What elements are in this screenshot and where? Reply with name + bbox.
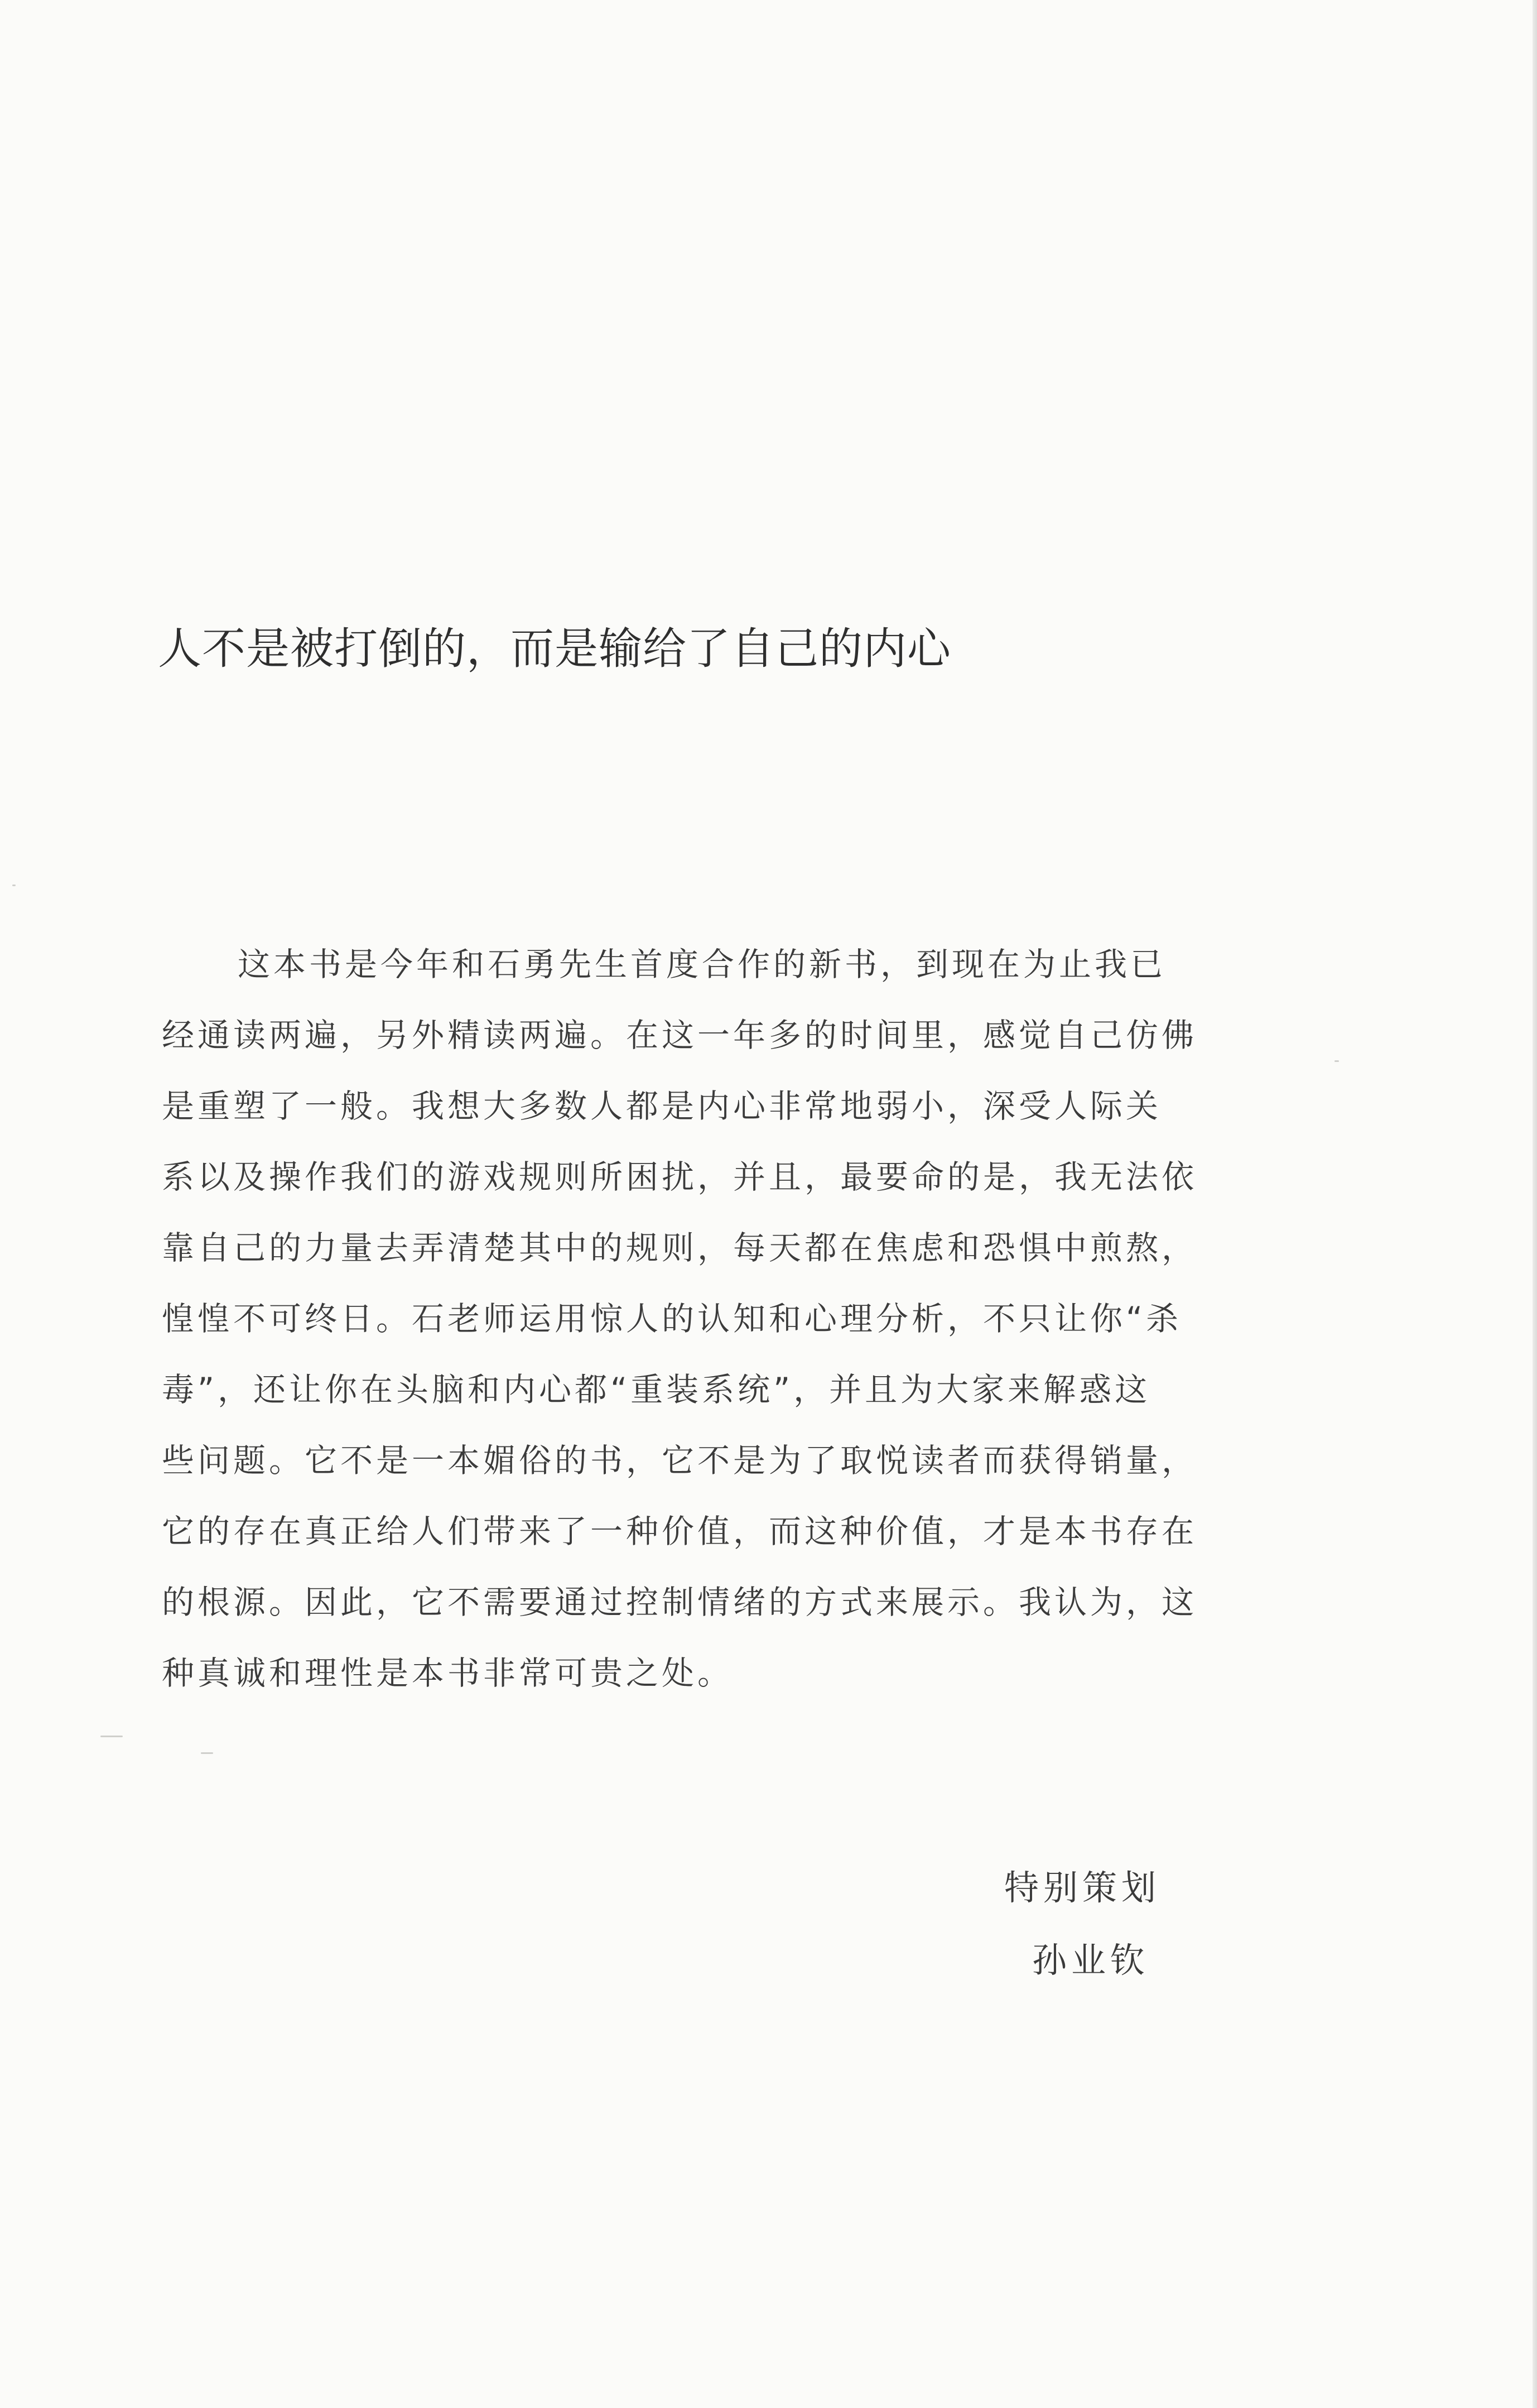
signature-role: 特别策划 bbox=[1004, 1867, 1160, 1908]
paragraph-line: 这本书是今年和石勇先生首度合作的新书，到现在为止我已 bbox=[238, 945, 1167, 983]
paper-speck bbox=[100, 1736, 123, 1737]
signature-block bbox=[982, 1852, 1160, 1997]
paragraph-line: 靠自己的力量去弄清楚其中的规则，每天都在焦虑和恐惧中煎熬， bbox=[162, 1229, 1198, 1267]
paragraph-line: 些问题。它不是一本媚俗的书，它不是为了取悦读者而获得销量， bbox=[162, 1441, 1198, 1479]
body-paragraph bbox=[162, 929, 1227, 1709]
paragraph-line: 它的存在真正给人们带来了一种价值，而这种价值，才是本书存在 bbox=[162, 1512, 1198, 1550]
paper-speck bbox=[201, 1752, 213, 1754]
paper-speck bbox=[12, 885, 16, 886]
paragraph-line: 经通读两遍，另外精读两遍。在这一年多的时间里，感觉自己仿佛 bbox=[162, 1016, 1198, 1054]
paragraph-line: 毒”，还让你在头脑和内心都“重装系统”，并且为大家来解惑这 bbox=[162, 1371, 1151, 1409]
paper-speck bbox=[1334, 1060, 1339, 1062]
paragraph-line: 种真诚和理性是本书非常可贵之处。 bbox=[162, 1654, 734, 1692]
signature-name: 孙业钦 bbox=[1032, 1940, 1149, 1981]
page-title: 人不是被打倒的，而是输给了自己的内心 bbox=[158, 624, 952, 674]
page-edge-shadow bbox=[1533, 0, 1537, 2408]
paragraph-line: 惶惶不可终日。石老师运用惊人的认知和心理分析，不只让你“杀 bbox=[162, 1300, 1182, 1338]
paragraph-line: 的根源。因此，它不需要通过控制情绪的方式来展示。我认为，这 bbox=[162, 1583, 1198, 1621]
paragraph-line: 系以及操作我们的游戏规则所困扰，并且，最要命的是，我无法依 bbox=[162, 1158, 1198, 1196]
paragraph-line: 是重塑了一般。我想大多数人都是内心非常地弱小，深受人际关 bbox=[162, 1087, 1162, 1125]
